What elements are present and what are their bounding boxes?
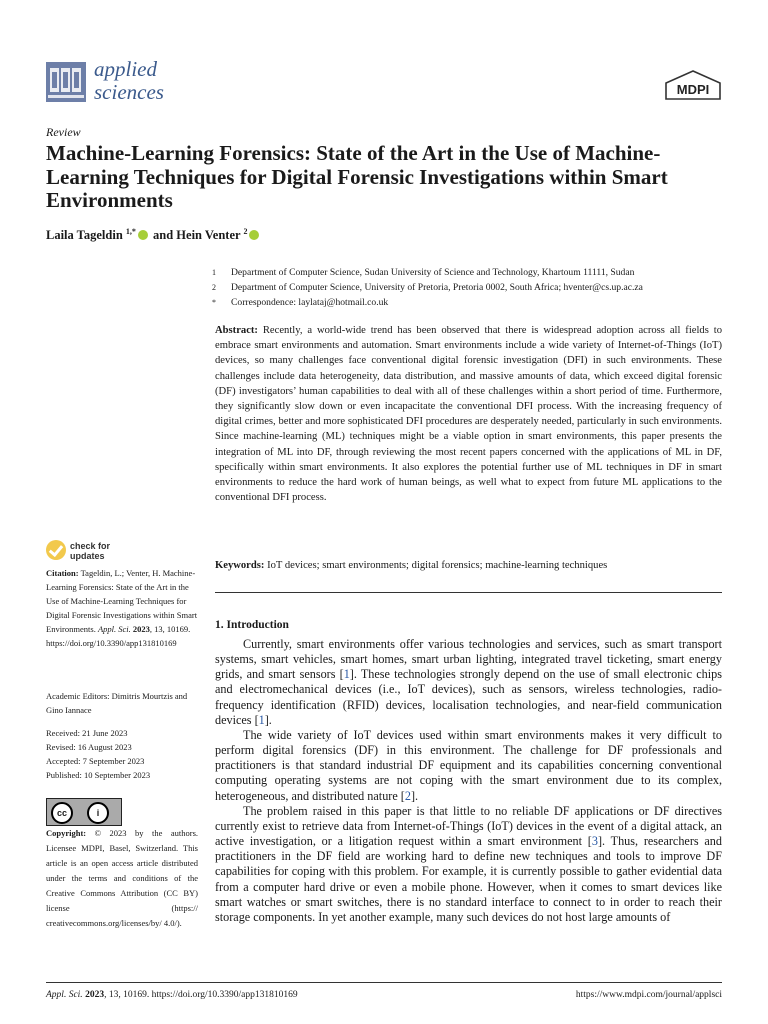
publisher-logo [664,70,722,100]
author-name: and Hein Venter [153,228,241,243]
affiliation-text: Department of Computer Science, University of Pretoria, Pretoria 0002, South Africa; hventer@cs.up.ac.za [231,282,643,293]
academic-editors: Academic Editors: Dimitris Mourtzis and Gino Iannace [46,691,188,715]
citation-doi[interactable]: , 13, 10169. https://doi.org/10.3390/app131810169 [46,624,191,648]
check-line1: check for [70,541,111,551]
divider [215,592,722,593]
paragraph [215,728,722,804]
accepted-date: Accepted: 7 September 2023 [46,756,145,766]
paragraph [215,804,722,925]
affiliation-item [212,265,732,280]
footer-citation [46,990,298,1000]
check-line2: updates [70,551,105,561]
author-name: Laila Tageldin [46,228,123,243]
citation-link[interactable]: 1 [258,712,265,727]
section-heading: 1. Introduction [215,619,289,631]
copyright-text: © 2023 by the authors. Licensee MDPI, Basel, Switzerland. This article is an open access article distributed under the terms and conditions of the Creative Commons Attribution (CC BY) license (https:// creativecommons.org/licenses/by/ 4.0/). [46,828,199,928]
article-type: Review [46,125,81,139]
paragraph-text: ]. [264,712,272,727]
paragraph-text: The problem raised in this paper is that little to no reliable DF applications or DF directives currently exist to retrieve data from Internet-of-Things (IoT) devices in the event of a digital attack, an active investigation, or a litigation request within a smart environment [ [215,803,722,849]
citation-link[interactable]: 3 [591,834,598,849]
paragraph-text: Currently, smart environments offer various technologies and services, such as smart transport systems, smart vehicles, smart homes, smart urban lighting, integrated travel ticketing, smart energy grids, and smart sensors [ [215,637,722,682]
citation-link[interactable]: 2 [404,788,411,803]
check-for-updates-button[interactable] [46,540,146,562]
check-for-updates-label [70,541,110,561]
introduction-body [215,637,722,925]
abstract [215,323,722,505]
journal-logo [46,58,226,108]
citation-text: Tageldin, L.; Venter, H. Machine-Learning Forensics: State of the Art in the Use of Machine-Learning Techniques for Digital Forensic Investigations within Smart Environments. [46,568,198,634]
affiliation-number: 2 [212,283,216,292]
journal-logo-icon [46,62,86,102]
author-affiliation-marker: 2 [243,227,248,236]
affiliation-item [212,280,732,295]
footer-year: 2023 [85,990,105,1000]
received-date: Received: 21 June 2023 [46,728,128,738]
paragraph-text: ]. Thus, researchers and practitioners in the DF field are working hard to define new techniques and tools to improve DF capabilities for coping with this problem. For example, it is currently possible to gather evidential data from a computer hard drive or even a mobile phone. However, when it comes to smart devices like smart watches or smart switches, there is no standard interface to connect to in order to reach their storage components. In yet another example, many such devices do not host large amounts of [215,834,722,924]
paragraph-text: ]. [410,788,419,803]
paragraph-text: ]. These technologies strongly depend on the use of small electronic chips and electromechanical devices (i.e., IoT devices), such as sensors, wireless technologies, radio-frequency identification (RFID) devices, localisation technologies, and near-field communication devices [ [215,667,722,727]
journal-name-line2: sciences [94,80,164,104]
journal-name [94,58,164,104]
article-title: Machine-Learning Forensics: State of the Art in the Use of Machine-Learning Techniques for Digital Forensic Investigations within Smart Environments [46,141,668,212]
footer-divider [46,982,722,983]
publication-dates [46,726,198,782]
check-for-updates-icon [46,540,66,560]
author-list [46,227,261,243]
affiliation-text: Correspondence: laylataj@hotmail.co.uk [231,297,389,308]
abstract-text: Recently, a world-wide trend has been observed that there is widespread adoption across all fields to embrace smart environments and automation. Smart environments include a wide variety of Internet-of-Things (IoT) devices, so many challenges face conventional digital forensic investigation (DFI) in such environments. These challenges include data heterogeneity, data distribution, and massive amounts of data, which exceed digital forensic (DF) investigators’ human capabilities to deal with all of these challenges within a short period of time. Furthermore, they significantly slow down or even incapacitate the conventional DFI process. With the increasing frequency of digital crimes, better and more sophisticated DFI procedures are desperately needed, particularly in such environments. Since machine-learning (ML) techniques might be a viable option in smart environments, this paper presents the integration of ML into DF, through reviewing the most recent papers concerned with the applications of ML in DF, specifically within smart environments. It also explores the potential further use of ML techniques in DF in smart environments to reduce the hard work of human beings, as well what to expect from future ML applications to the conventional DFI process. [215,325,722,504]
published-date: Published: 10 September 2023 [46,770,151,780]
affiliation-number: * [212,298,216,307]
author-affiliation-marker: 1,* [125,227,136,236]
affiliation-item [212,295,732,310]
orcid-icon[interactable] [249,230,259,240]
footer-journal-url[interactable]: https://www.mdpi.com/journal/applsci [575,990,722,1000]
footer-doi[interactable]: , 13, 10169. https://doi.org/10.3390/app131810169 [104,990,298,1000]
journal-name-line1: applied [94,57,157,81]
citation-label: Citation: [46,568,79,578]
revised-date: Revised: 16 August 2023 [46,742,132,752]
affiliations [212,265,732,310]
citation-year: 2023 [132,624,150,634]
citation-journal: Appl. Sci. [97,624,131,634]
copyright-label: Copyright: [46,828,87,838]
paragraph [215,637,722,728]
footer-journal: Appl. Sci. [46,990,83,1000]
attribution-icon: i [87,802,109,824]
affiliation-text: Department of Computer Science, Sudan University of Science and Technology, Khartoum 11111, Sudan [231,267,635,278]
cc-icon: cc [51,802,73,824]
copyright-notice [46,826,198,931]
citation-block [46,566,198,650]
affiliation-number: 1 [212,268,216,277]
cc-by-license-badge[interactable] [46,798,122,826]
keywords-label: Keywords: [215,560,265,571]
paragraph-text: The wide variety of IoT devices used within smart environments makes it very difficult to perform digital forensics (DF) in this environment. The challenge for DF professionals and practitioners is that standard industrial DF equipment and its capabilities concerning conventional computing operating systems are not coping with the smart environment due to its complex, heterogeneous, and distributed nature [ [215,727,722,803]
orcid-icon[interactable] [138,230,148,240]
keywords-text: IoT devices; smart environments; digital forensics; machine-learning techniques [267,560,608,571]
citation-link[interactable]: 1 [343,667,350,682]
abstract-label: Abstract: [215,325,258,336]
keywords [215,558,722,573]
publisher-name: MDPI [676,82,710,97]
